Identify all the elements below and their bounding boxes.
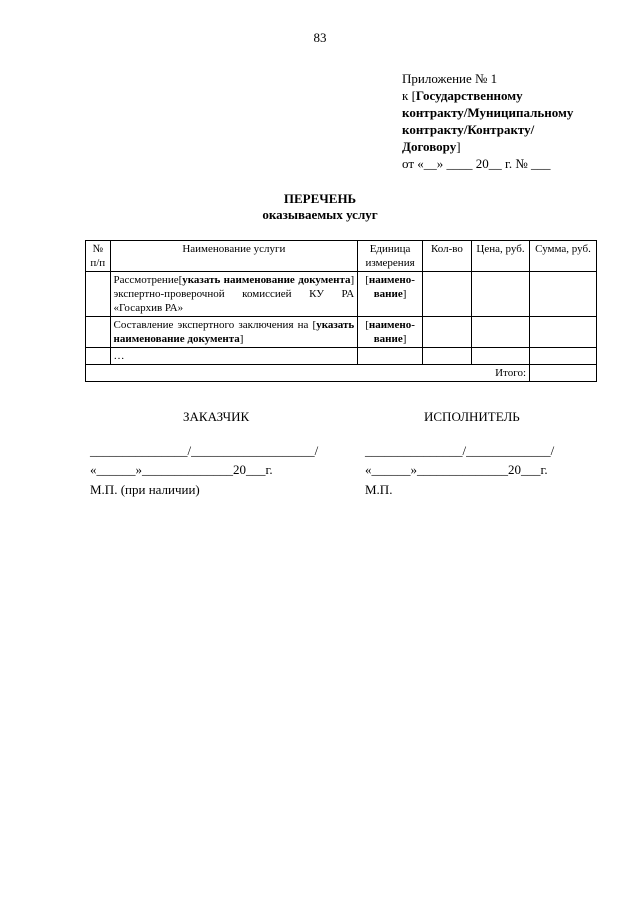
cell-sum [530,317,597,348]
cell-qty [422,348,471,365]
page-number: 83 [313,30,327,45]
total-label: Итого: [86,365,530,382]
table-header-row [86,241,597,272]
cell-unit [358,348,423,365]
cell-price [472,317,530,348]
cell-qty [422,272,471,317]
appendix-header [402,70,622,172]
table-row [86,348,597,365]
cell-price [472,348,530,365]
contractor-stamp: М.П. [365,482,393,497]
appendix-line-1: Приложение № 1 [402,71,498,86]
contractor-signature-line: _______________/_____________/ [365,443,555,458]
header-unit: Единица измерения [358,241,423,272]
appendix-date-number: от «__» ____ 20__ г. № ___ [402,156,551,171]
table-row [86,317,597,348]
contractor-title: ИСПОЛНИТЕЛЬ [424,409,520,424]
cell-num [86,317,111,348]
appendix-suffix: ] [456,139,461,154]
table-row [86,272,597,317]
total-value [530,365,597,382]
appendix-contract-type-4: Договору [402,139,457,154]
cell-service-name: Составление экспертного заключения на [указать наименование документа] [110,317,358,348]
customer-date-line: «______»______________20___г. [90,462,273,477]
appendix-prefix: к [ [402,88,416,103]
cell-service-name: Рассмотрение[указать наименование документа] экспертно-проверочной комиссией КУ РА «Госархив РА» [110,272,358,317]
document-title [0,191,640,223]
appendix-line-5 [402,138,622,155]
cell-num [86,348,111,365]
cell-num [86,272,111,317]
appendix-contract-type-2: контракту/Муниципальному [402,105,574,120]
contractor-date-line: «______»______________20___г. [365,462,548,477]
cell-unit: [наимено-вание] [358,317,423,348]
title-line-1: ПЕРЕЧЕНЬ [283,191,357,206]
cell-price [472,272,530,317]
cell-service-name: … [110,348,358,365]
appendix-contract-type-3: контракту/Контракту/ [402,122,535,137]
header-name: Наименование услуги [110,241,358,272]
title-line-2: оказываемых услуг [262,207,378,222]
customer-stamp: М.П. (при наличии) [90,482,200,497]
appendix-line-2 [402,87,622,104]
cell-sum [530,272,597,317]
header-qty: Кол-во [422,241,471,272]
cell-sum [530,348,597,365]
header-sum: Сумма, руб. [530,241,597,272]
header-price: Цена, руб. [472,241,530,272]
services-table [85,240,597,382]
header-num: № п/п [86,241,111,272]
cell-qty [422,317,471,348]
customer-title: ЗАКАЗЧИК [183,409,250,424]
appendix-contract-type-1: Государственному [415,88,523,103]
cell-unit: [наимено-вание] [358,272,423,317]
table-total-row [86,365,597,382]
customer-signature-line: _______________/___________________/ [90,443,319,458]
